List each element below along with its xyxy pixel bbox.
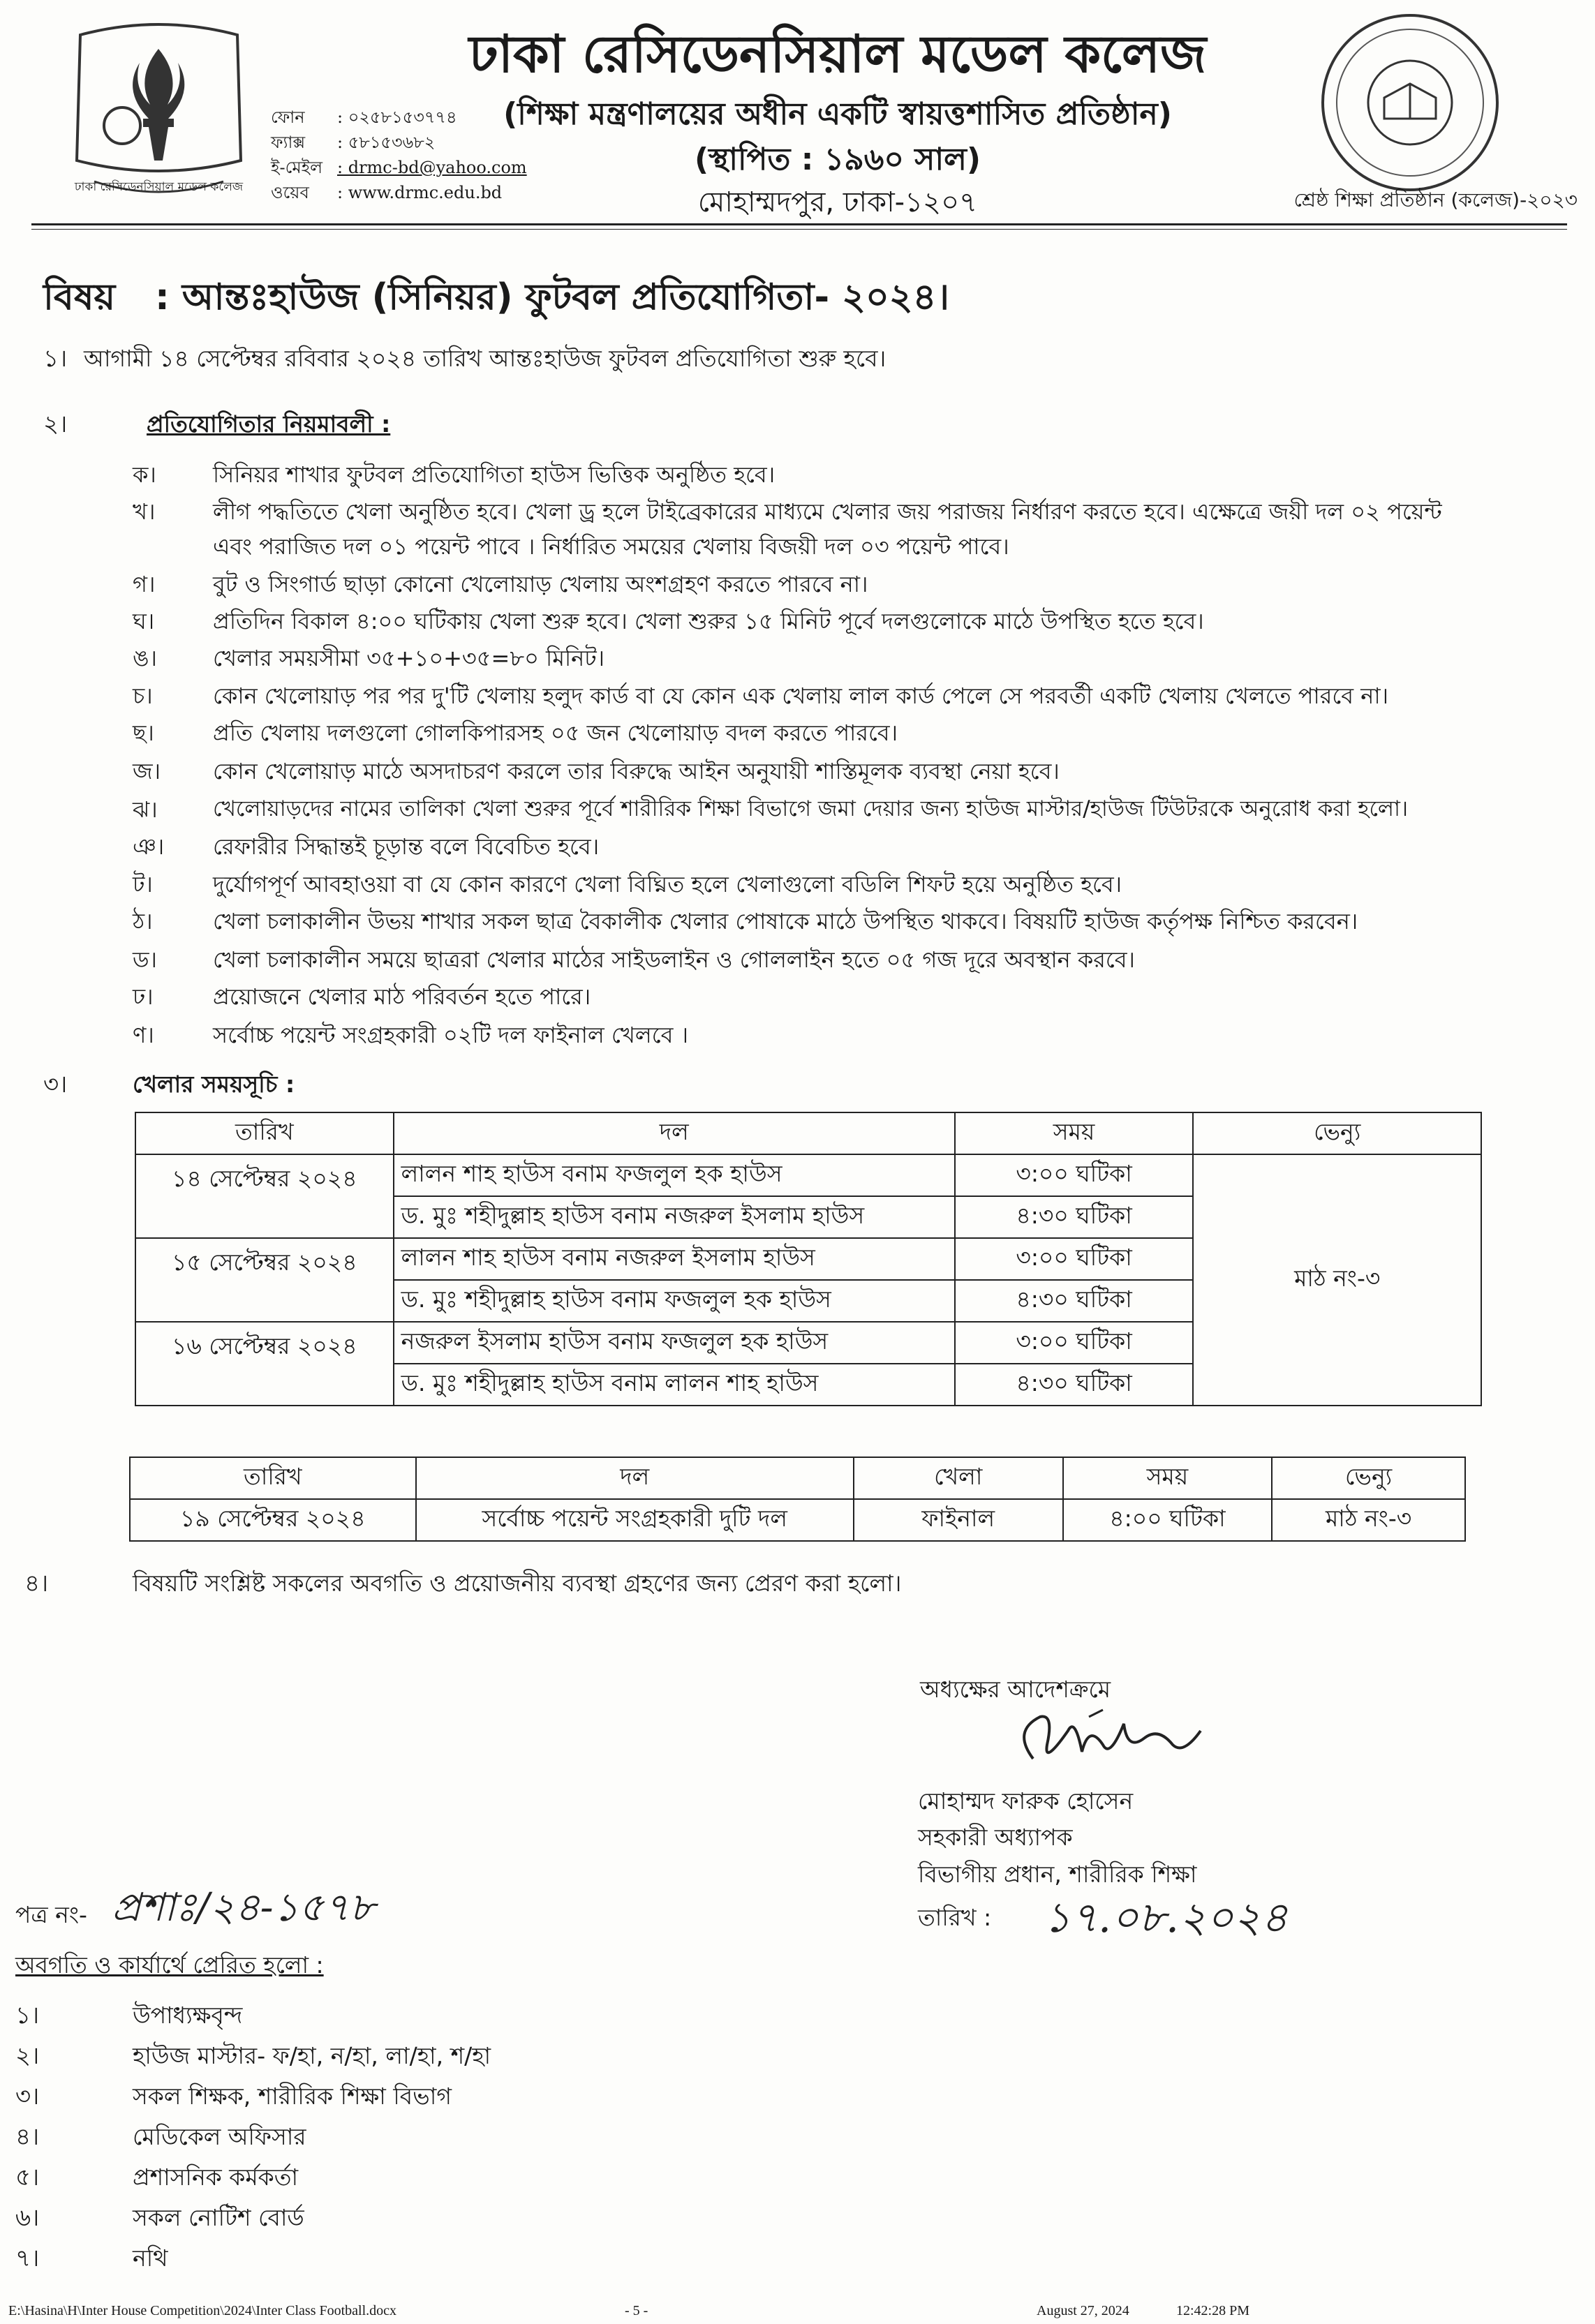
table-row (135, 1154, 1481, 1196)
college-name: ঢাকা রেসিডেনসিয়াল মডেল কলেজ (468, 24, 1207, 84)
match-time: ৪:৩০ ঘটিকা (955, 1364, 1194, 1406)
rule-mark: ঝ। (133, 796, 158, 823)
column-header: ভেন্যু (1193, 1112, 1481, 1154)
distribution-number: ৬। (15, 2204, 40, 2232)
match-teams: নজরুল ইসলাম হাউস বনাম ফজলুল হক হাউস (394, 1322, 955, 1364)
match-teams: ড. মুঃ শহীদুল্লাহ হাউস বনাম ফজলুল হক হাউস (394, 1280, 955, 1322)
signature-image (1005, 1703, 1256, 1780)
rule-text: বুট ও সিংগার্ড ছাড়া কোনো খেলোয়াড় খেলায় অংশগ্রহণ করতে পারবে না। (213, 571, 868, 597)
column-header: খেলা (854, 1457, 1063, 1499)
rule-mark: জ। (133, 758, 161, 784)
rule-text: খেলা চলাকালীন সময়ে ছাত্ররা খেলার মাঠের সাইডলাইন ও গোললাইন হতে ০৫ গজ দূরে অবস্থান করবে। (213, 946, 1135, 973)
column-header: দল (394, 1112, 955, 1154)
item-text: আগামী ১৪ সেপ্টেম্বর রবিবার ২০২৪ তারিখ আন্তঃহাউজ ফুটবল প্রতিযোগিতা শুরু হবে। (84, 345, 886, 372)
distribution-number: ১। (15, 2002, 40, 2029)
header-divider (31, 223, 1567, 225)
distribution-number: ৭। (15, 2244, 40, 2272)
contact-web (271, 180, 527, 205)
subject-text: : আন্তঃহাউজ (সিনিয়র) ফুটবল প্রতিযোগিতা- ২০২৪। (155, 276, 949, 318)
rule-text: সিনিয়র শাখার ফুটবল প্রতিযোগিতা হাউস ভিত্তিক অনুষ্ঠিত হবে। (213, 461, 776, 488)
column-header: সময় (955, 1112, 1194, 1154)
rule-mark: ঠ। (133, 908, 153, 934)
match-time: ৩:০০ ঘটিকা (955, 1322, 1194, 1364)
contact-value: : ০২৫৮১৫৩৭৭৪ (337, 107, 457, 127)
contact-block (271, 105, 527, 205)
rule-mark: ঘ। (133, 608, 155, 634)
final-table (129, 1457, 1466, 1542)
column-header: তারিখ (135, 1112, 394, 1154)
rule-mark: গ। (133, 571, 156, 597)
match-date: ১৪ সেপ্টেম্বর ২০২৪ (135, 1154, 394, 1238)
rule-mark: ণ। (133, 1022, 154, 1048)
footer-file-path: E:\Hasina\H\Inter House Competition\2024\Inter Class Football.docx (8, 2303, 397, 2318)
distribution-heading: অবগতি ও কার্যার্থে প্রেরিত হলো : (15, 1951, 324, 1979)
subject-label: বিষয় (43, 276, 116, 318)
footer-time: 12:42:28 PM (1176, 2303, 1250, 2318)
match-teams: লালন শাহ হাউস বনাম নজরুল ইসলাম হাউস (394, 1238, 955, 1280)
handwritten-memo-number: প্রশাঃ/২৪-১৫৭৮ (112, 1885, 375, 1930)
rule-text: লীগ পদ্ধতিতে খেলা অনুষ্ঠিত হবে। খেলা ড্র হলে টাইব্রেকারের মাধ্যমে খেলার জয় পরাজয় নির্ধারণ করতে হবে। এক্ষেত্রে জয়ী দল ০২ পয়েন্ট (213, 498, 1442, 525)
contact-phone (271, 105, 527, 130)
contact-fax (271, 130, 527, 155)
rule-text: রেফারীর সিদ্ধান্তই চূড়ান্ত বলে বিবেচিত হবে। (213, 833, 600, 860)
rules-heading: প্রতিযোগিতার নিয়মাবলী : (147, 410, 391, 438)
college-address: মোহাম্মদপুর, ঢাকা-১২০৭ (697, 186, 978, 218)
column-header: সময় (1063, 1457, 1273, 1499)
rule-text: প্রতি খেলায় দলগুলো গোলকিপারসহ ০৫ জন খেলোয়াড় বদল করতে পারবে। (213, 720, 898, 746)
rule-mark: ছ। (133, 720, 154, 746)
contact-label: ফোন (271, 107, 305, 127)
final-venue: মাঠ নং-৩ (1272, 1499, 1465, 1541)
table-header-row (130, 1457, 1465, 1499)
distribution-item: সকল শিক্ষক, শারীরিক শিক্ষা বিভাগ (133, 2083, 452, 2110)
rule-text: সর্বোচ্চ পয়েন্ট সংগ্রহকারী ০২টি দল ফাইনাল খেলবে । (213, 1022, 689, 1048)
schedule-table (135, 1112, 1482, 1406)
match-teams: লালন শাহ হাউস বনাম ফজলুল হক হাউস (394, 1154, 955, 1196)
by-order-text: অধ্যক্ষের আদেশক্রমে (920, 1676, 1111, 1703)
table-row (130, 1499, 1465, 1541)
match-teams: ড. মুঃ শহীদুল্লাহ হাউস বনাম নজরুল ইসলাম হাউস (394, 1196, 955, 1238)
rule-text: কোন খেলোয়াড় মাঠে অসদাচরণ করলে তার বিরুদ্ধে আইন অনুযায়ী শাস্তিমূলক ব্যবস্থা নেয়া হবে। (213, 758, 1060, 784)
rule-mark: ক। (133, 461, 156, 488)
distribution-item: প্রশাসনিক কর্মকর্তা (133, 2163, 299, 2191)
rule-mark: ঞ। (133, 833, 165, 860)
match-date: ১৫ সেপ্টেম্বর ২০২৪ (135, 1238, 394, 1322)
match-time: ৩:০০ ঘটিকা (955, 1154, 1194, 1196)
rule-text: খেলোয়াড়দের নামের তালিকা খেলা শুরুর পূর্বে শারীরিক শিক্ষা বিভাগে জমা দেয়ার জন্য হাউজ মাস্টার/হাউজ টিউটরকে অনুরোধ করা হলো। (213, 796, 1409, 821)
final-date: ১৯ সেপ্টেম্বর ২০২৪ (130, 1499, 416, 1541)
distribution-item: সকল নোটিশ বোর্ড (133, 2204, 304, 2231)
contact-label: ই-মেইল (271, 158, 323, 177)
distribution-number: ৪। (15, 2123, 40, 2151)
logo-ribbon-text: ঢাকা রেসিডেনসিয়াল মডেল কলেজ (74, 180, 244, 194)
award-seal-icon (1318, 7, 1503, 199)
signatory-department: বিভাগীয় প্রধান, শারীরিক শিক্ষা (918, 1861, 1197, 1888)
signatory-name: মোহাম্মদ ফারুক হোসেন (918, 1787, 1134, 1815)
rule-text: খেলা চলাকালীন উভয় শাখার সকল ছাত্র বৈকালীক খেলার পোষাকে মাঠে উপস্থিত থাকবে। বিষয়টি হাউজ কর্তৃপক্ষ নিশ্চিত করবেন। (213, 908, 1358, 934)
distribution-number: ২। (15, 2042, 40, 2070)
item-number: ৪। (24, 1570, 49, 1597)
final-time: ৪:০০ ঘটিকা (1063, 1499, 1273, 1541)
rule-text: কোন খেলোয়াড় পর পর দু'টি খেলায় হলুদ কার্ড বা যে কোন এক খেলায় লাল কার্ড পেলে সে পরবর্তী একটি খেলায় খেলতে পারবে না। (213, 683, 1389, 709)
distribution-item: হাউজ মাস্টার- ফ/হা, ন/হা, লা/হা, শ/হা (133, 2042, 491, 2069)
distribution-item: উপাধ্যক্ষবৃন্দ (133, 2002, 243, 2029)
established-year: (স্থাপিত : ১৯৬০ সাল) (694, 142, 981, 177)
rule-text: দুর্যোগপূর্ণ আবহাওয়া বা যে কোন কারণে খেলা বিঘ্নিত হলে খেলাগুলো বডিলি শিফট হয়ে অনুষ্ঠিত হবে। (213, 871, 1122, 897)
item-number: ২। (43, 410, 68, 438)
rule-mark: ঢ। (133, 983, 154, 1010)
match-time: ৪:৩০ ঘটিকা (955, 1196, 1194, 1238)
distribution-number: ৫। (15, 2163, 40, 2191)
signatory-designation: সহকারী অধ্যাপক (918, 1824, 1073, 1851)
subject-line (43, 269, 949, 329)
rule-mark: খ। (133, 498, 156, 525)
table-header-row (135, 1112, 1481, 1154)
match-teams: ড. মুঃ শহীদুল্লাহ হাউস বনাম লালন শাহ হাউস (394, 1364, 955, 1406)
date-label: তারিখ : (918, 1904, 992, 1931)
rule-text: এবং পরাজিত দল ০১ পয়েন্ট পাবে । নির্ধারিত সময়ের খেলায় বিজয়ী দল ০৩ পয়েন্ট পাবে। (213, 533, 1009, 560)
column-header: দল (416, 1457, 854, 1499)
distribution-item: মেডিকেল অফিসার (133, 2123, 306, 2150)
header-divider-thin (31, 229, 1567, 230)
item-text: বিষয়টি সংশ্লিষ্ট সকলের অবগতি ও প্রয়োজনীয় ব্যবস্থা গ্রহণের জন্য প্রেরণ করা হলো। (133, 1570, 902, 1597)
rule-mark: ঙ। (133, 645, 157, 671)
rule-text: খেলার সময়সীমা ৩৫+১০+৩৫=৮০ মিনিট। (213, 645, 605, 671)
item-number: ১। (43, 345, 68, 373)
column-header: ভেন্যু (1272, 1457, 1465, 1499)
schedule-heading: খেলার সময়সূচি : (133, 1071, 295, 1098)
match-time: ৩:০০ ঘটিকা (955, 1238, 1194, 1280)
contact-web-link[interactable]: : www.drmc.edu.bd (337, 183, 503, 202)
memo-label: পত্র নং- (15, 1901, 87, 1928)
final-teams: সর্বোচ্চ পয়েন্ট সংগ্রহকারী দুটি দল (416, 1499, 854, 1541)
rule-text: প্রয়োজনে খেলার মাঠ পরিবর্তন হতে পারে। (213, 983, 591, 1010)
contact-label: ওয়েব (271, 183, 309, 202)
handwritten-date: ১৭.০৮.২০২৪ (1044, 1893, 1289, 1942)
award-text: শ্রেষ্ঠ শিক্ষা প্রতিষ্ঠান (কলেজ)-২০২৩ (1293, 188, 1578, 211)
rule-mark: ড। (133, 946, 157, 973)
college-logo (66, 21, 251, 220)
rule-mark: ট। (133, 871, 153, 897)
final-match: ফাইনাল (854, 1499, 1063, 1541)
contact-value: : ৫৮১৫৩৬৮২ (337, 133, 436, 152)
item-number: ৩। (43, 1071, 68, 1098)
distribution-item: নথি (133, 2244, 168, 2272)
footer-date: August 27, 2024 (1037, 2303, 1129, 2318)
match-time: ৪:৩০ ঘটিকা (955, 1280, 1194, 1322)
distribution-number: ৩। (15, 2083, 40, 2110)
match-date: ১৬ সেপ্টেম্বর ২০২৪ (135, 1322, 394, 1406)
contact-email (271, 155, 527, 180)
rule-text: প্রতিদিন বিকাল ৪:০০ ঘটিকায় খেলা শুরু হবে। খেলা শুরুর ১৫ মিনিট পূর্বে দলগুলোকে মাঠে উপস্থিত হতে হবে। (213, 608, 1204, 634)
column-header: তারিখ (130, 1457, 416, 1499)
rule-mark: চ। (133, 683, 153, 709)
footer-page-number: - 5 - (625, 2303, 648, 2318)
college-subtitle: (শিক্ষা মন্ত্রণালয়ের অধীন একটি স্বায়ত্তশাসিত প্রতিষ্ঠান) (503, 96, 1172, 132)
contact-email-link[interactable]: : drmc-bd@yahoo.com (337, 158, 527, 177)
match-venue: মাঠ নং-৩ (1193, 1154, 1481, 1406)
contact-label: ফ্যাক্স (271, 133, 306, 152)
